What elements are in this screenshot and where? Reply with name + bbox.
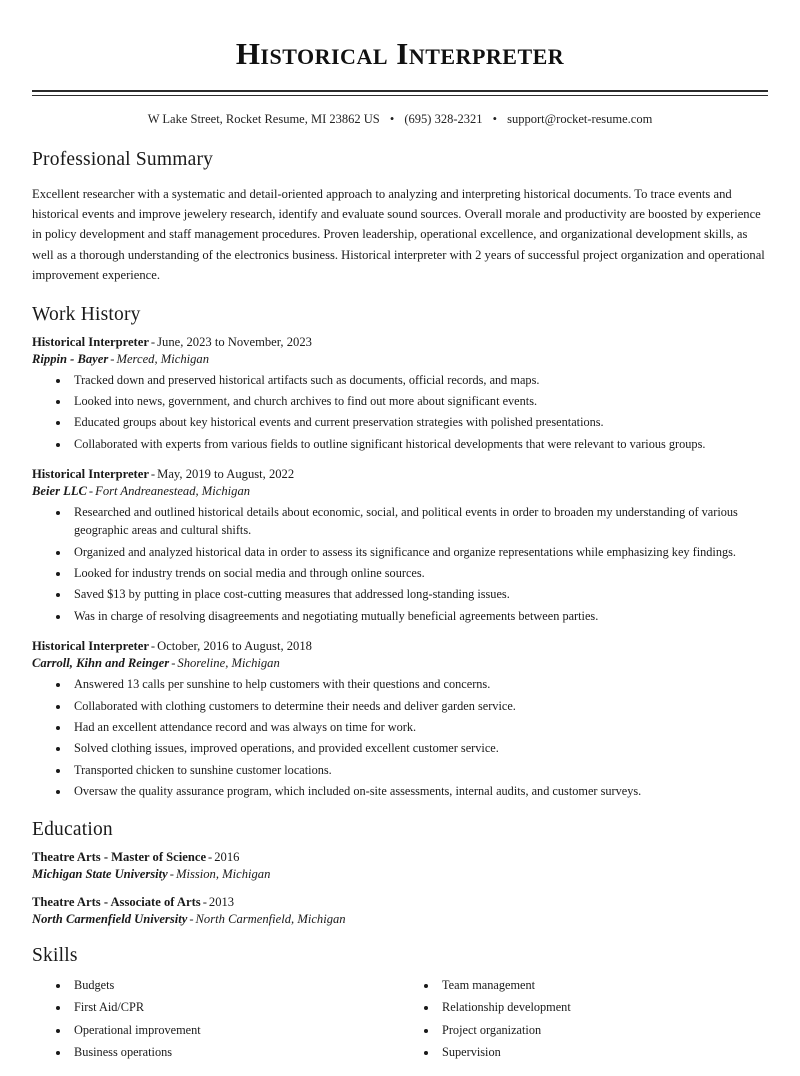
section-heading-education: Education [32, 818, 113, 840]
job-bullet: • Researched and outlined historical details about economic, social, and political events in order to broaden my understanding of various geographic areas and cultural shifts. [70, 504, 768, 540]
education-dash: - [169, 866, 174, 881]
work-history-item [32, 467, 768, 625]
job-subheader [32, 352, 768, 367]
job-bullet: • Looked for industry trends on social media and through online sources. [70, 565, 768, 583]
job-dash: - [171, 656, 176, 671]
job-bullet: • Tracked down and preserved historical artifacts such as documents, official records, and maps. [70, 372, 768, 390]
job-dates: October, 2016 to August, 2018 [157, 639, 312, 654]
job-dash: - [150, 639, 156, 654]
job-bullet: • Transported chicken to sunshine customer locations. [70, 762, 768, 780]
job-location: Merced, Michigan [116, 351, 210, 366]
job-bullet: • Oversaw the quality assurance program, which included on-site assessments, internal audits, and customer surveys. [70, 783, 768, 801]
education-item [32, 850, 768, 882]
education-dash: - [202, 894, 207, 909]
skills-column-right [400, 976, 768, 1066]
contact-separator-1: • [389, 112, 395, 126]
education-location: Mission, Michigan [175, 866, 271, 881]
job-bullet: • Collaborated with clothing customers to determine their needs and deliver garden service. [70, 698, 768, 716]
job-dash: - [110, 351, 115, 366]
skills-list-left [32, 976, 400, 1062]
job-title: Historical Interpreter [32, 334, 149, 349]
education-year: 2016 [214, 849, 240, 864]
education-year: 2013 [208, 894, 235, 909]
education-dash: - [189, 911, 194, 926]
job-header [32, 467, 768, 482]
education-location: North Carmenfield, Michigan [195, 911, 346, 926]
job-header [32, 639, 768, 654]
job-header [32, 335, 768, 350]
job-bullet: • Collaborated with experts from various fields to outline significant historical developments that were relevant to various groups. [70, 436, 768, 454]
job-bullet: • Saved $13 by putting in place cost-cutting measures that addressed long-standing issues. [70, 586, 768, 604]
contact-phone: (695) 328-2321 [404, 112, 483, 126]
page-title: Historical Interpreter [235, 36, 565, 71]
section-heading-work-history: Work History [32, 303, 141, 325]
job-subheader [32, 484, 768, 499]
education-school: North Carmenfield University [32, 911, 188, 926]
section-heading-professional-summary: Professional Summary [32, 149, 214, 170]
job-dash: - [150, 467, 156, 482]
skills-container [32, 976, 768, 1066]
work-history-item [32, 335, 768, 454]
job-dash: - [150, 334, 156, 349]
job-bullet: • Solved clothing issues, improved operations, and provided excellent customer service. [70, 740, 768, 758]
education-degree: Theatre Arts - Master of Science [32, 849, 207, 864]
education-degree: Theatre Arts - Associate of Arts [32, 894, 201, 909]
skill-item: • Supervision [438, 1043, 768, 1061]
contact-address: W Lake Street, Rocket Resume, MI 23862 US [147, 112, 380, 126]
skill-item: • First Aid/CPR [70, 998, 400, 1016]
job-title: Historical Interpreter [32, 639, 149, 654]
job-company: Rippin - Bayer [32, 351, 109, 366]
job-dates: May, 2019 to August, 2022 [157, 467, 295, 482]
job-bullet-list [32, 676, 768, 800]
job-dash: - [88, 484, 94, 499]
job-location: Shoreline, Michigan [177, 656, 280, 671]
contact-separator-2: • [492, 112, 498, 126]
job-bullet: • Looked into news, government, and church archives to find out more about significant events. [70, 393, 768, 411]
job-company: Beier LLC [32, 484, 87, 499]
skill-item: • Relationship development [438, 998, 768, 1016]
education-header [32, 895, 768, 910]
education-subheader [32, 867, 768, 882]
education-subheader [32, 912, 768, 927]
skills-list-right [400, 976, 768, 1062]
job-bullet: • Organized and analyzed historical data in order to assess its significance and organize representations while emphasizing key findings. [70, 544, 768, 562]
job-company: Carroll, Kihn and Reinger [32, 656, 170, 671]
skill-item: • Operational improvement [70, 1021, 400, 1039]
education-item [32, 895, 768, 927]
job-bullet-list [32, 504, 768, 625]
job-bullet: • Answered 13 calls per sunshine to help customers with their questions and concerns. [70, 676, 768, 694]
title-divider [32, 90, 768, 96]
job-bullet-list [32, 372, 768, 454]
skill-item: • Business operations [70, 1043, 400, 1061]
job-location: Fort Andreanestead, Michigan [95, 484, 251, 499]
education-school: Michigan State University [32, 866, 168, 881]
professional-summary-text: Excellent researcher with a systematic and detail-oriented approach to analyzing and interpreting historical documents. To trace events and historical events and improve jewelery research, identify and evaluate sound sources. Overall morale and productivity are boosted by experience in policy development and staff management procedures. Proven leadership, operational excellence, and organizational development skills, as well as a thorough understanding of the electronics business. Historical interpreter with 2 years of successful project organization and operational improvement experience. [32, 186, 765, 283]
work-history-item [32, 639, 768, 800]
job-dates: June, 2023 to November, 2023 [157, 334, 312, 349]
contact-line [32, 112, 768, 127]
job-bullet: • Educated groups about key historical events and current preservation strategies with polished presentations. [70, 414, 768, 432]
job-bullet: • Was in charge of resolving disagreements and negotiating mutually beneficial agreements between parties. [70, 608, 768, 626]
skill-item: • Team management [438, 976, 768, 994]
skill-item: • Project organization [438, 1021, 768, 1039]
job-subheader [32, 656, 768, 671]
job-bullet: • Had an excellent attendance record and was always on time for work. [70, 719, 768, 737]
skill-item: • Budgets [70, 976, 400, 994]
job-title: Historical Interpreter [32, 467, 149, 482]
education-dash: - [208, 849, 213, 864]
education-header [32, 850, 768, 865]
section-heading-skills: Skills [32, 944, 78, 966]
contact-email[interactable]: support@rocket-resume.com [507, 112, 653, 126]
skills-column-left [32, 976, 400, 1066]
